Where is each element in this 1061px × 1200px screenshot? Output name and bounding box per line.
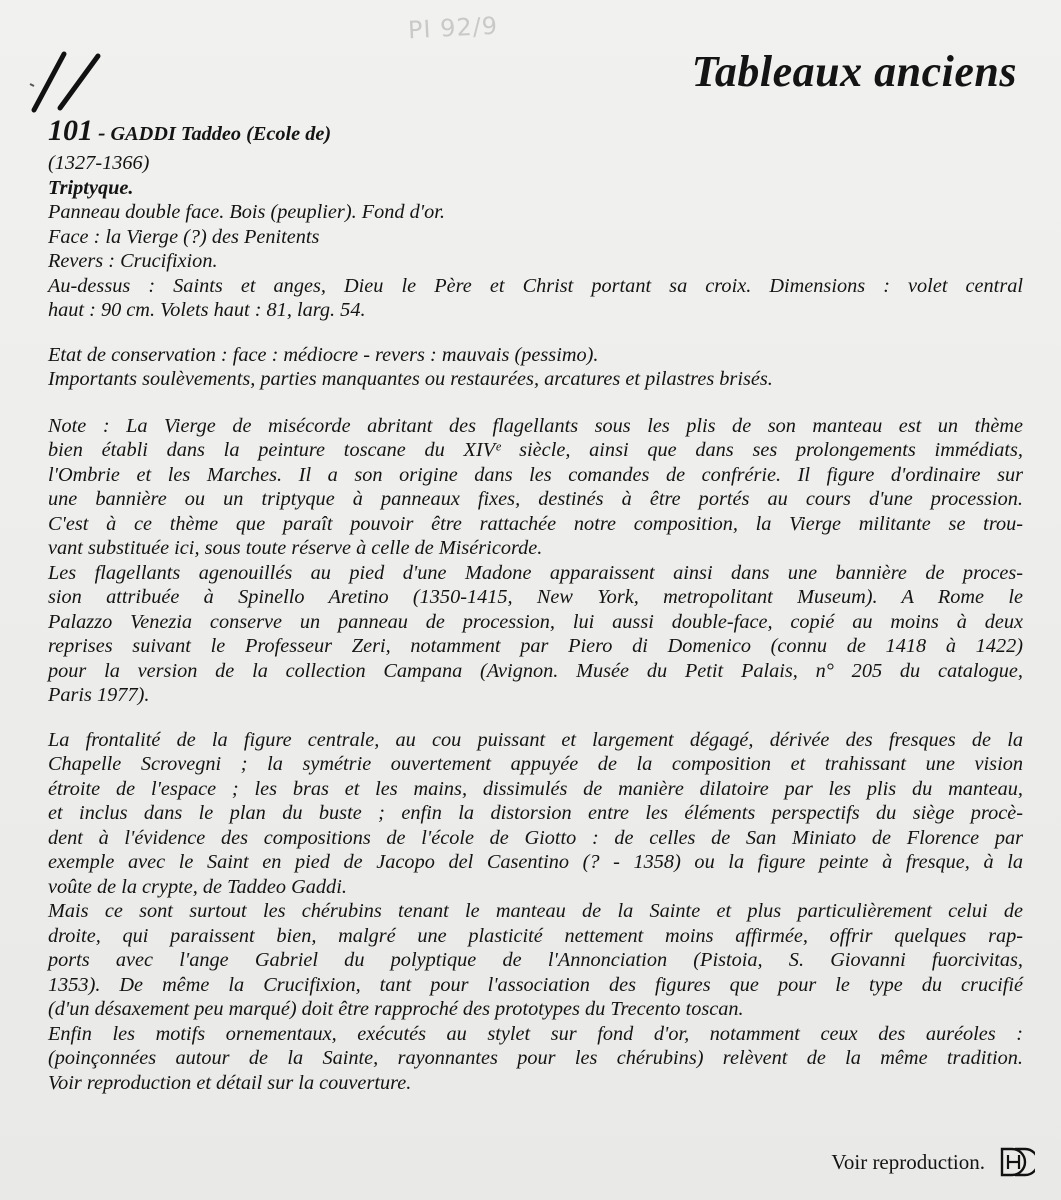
reproduction-icon: [999, 1145, 1035, 1179]
analysis-line: 1353). De même la Crucifixion, tant pour l'association des figures que pour le type du crucifié: [48, 973, 1023, 996]
analysis-line: (poinçonnées autour de la Sainte, rayonnantes pour les chérubins) relèvent de la même tradition.: [48, 1047, 1023, 1069]
condition-line: Importants soulèvements, parties manquantes ou restaurées, arcatures et pilastres brisés.: [48, 368, 773, 390]
lot-number: 101: [48, 114, 93, 147]
analysis-line: La frontalité de la figure centrale, au cou puissant et largement dégagé, dérivée des fresques de la: [48, 728, 1023, 751]
description-line: Panneau double face. Bois (peuplier). Fond d'or.: [48, 201, 445, 223]
analysis-paragraph: [48, 728, 1023, 1096]
handwritten-reference: PI 92/9: [407, 11, 499, 45]
description-line: Face : la Vierge (?) des Penitents: [48, 225, 320, 248]
lot-artist: GADDI Taddeo (Ecole de): [110, 123, 332, 145]
description-line: haut : 90 cm. Volets haut : 81, larg. 54.: [48, 299, 366, 321]
lot-separator: -: [98, 120, 106, 145]
description-line: Revers : Crucifixion.: [48, 250, 218, 272]
see-reproduction-label: Voir reproduction.: [831, 1149, 985, 1174]
analysis-line: Voir reproduction et détail sur la couverture.: [48, 1071, 412, 1094]
analysis-line: Chapelle Scrovegni ; la symétrie ouvertement appuyée de la composition et trahissant une vision: [48, 753, 1023, 775]
note-line: bien établi dans la peinture toscane du XIVᵉ siècle, ainsi que dans ses prolongements immédiats,: [48, 439, 1023, 461]
analysis-line: (d'un désaxement peu marqué) doit être rapproché des prototypes du Trecento toscan.: [48, 998, 744, 1020]
analysis-line: et inclus dans le plan du buste ; enfin la distorsion entre les éléments perspectifs du siège procè-: [48, 802, 1023, 824]
page-title: Tableaux anciens: [691, 47, 1017, 96]
footer: [831, 1145, 1035, 1179]
note-line: l'Ombrie et les Marches. Il a son origine dans les comandes de confrérie. Il figure d'ordinaire sur: [48, 463, 1023, 486]
condition-line: Etat de conservation : face : médiocre - revers : mauvais (pessimo).: [48, 343, 599, 366]
note-line: vant substituée ici, sous toute réserve à celle de Miséricorde.: [48, 537, 543, 559]
lot-subject: Triptyque.: [48, 176, 134, 199]
handwritten-slash-marks: [28, 50, 108, 114]
lot-header: [48, 114, 1023, 151]
description-line: Au-dessus : Saints et anges, Dieu le Père et Christ portant sa croix. Dimensions : volet central: [48, 274, 1023, 297]
note-line: sion attribuée à Spinello Aretino (1350-1415, New York, metropolitant Museum). A Rome le: [48, 586, 1023, 608]
analysis-line: exemple avec le Saint en pied de Jacopo del Casentino (? - 1358) ou la figure peinte à fresque, à la: [48, 851, 1023, 873]
note-line: reprises suivant le Professeur Zeri, notamment par Piero di Domenico (connu de 1418 à 1422): [48, 635, 1023, 657]
note-line: une bannière ou un triptyque à panneaux fixes, destinés à être portés au cours d'une procession.: [48, 488, 1023, 510]
note-paragraph: [48, 414, 1023, 708]
analysis-line: voûte de la crypte, de Taddeo Gaddi.: [48, 875, 347, 898]
note-line: Palazzo Venezia conserve un panneau de procession, lui aussi double-face, copié au moins à deux: [48, 610, 1023, 633]
note-line: Paris 1977).: [48, 684, 150, 706]
analysis-line: dent à l'évidence des compositions de l'école de Giotto : de celles de San Miniato de Florence par: [48, 826, 1023, 849]
analysis-line: droite, qui paraissent bien, malgré une plasticité nettement moins affirmée, offrir quelques rap-: [48, 924, 1023, 947]
note-line: Les flagellants agenouillés au pied d'une Madone apparaissent ainsi dans une bannière de proces-: [48, 561, 1023, 584]
analysis-line: ports avec l'ange Gabriel du polyptique de l'Annonciation (Pistoia, S. Giovanni fuorcivitas,: [48, 949, 1023, 971]
lot-entry: [48, 114, 1023, 1095]
analysis-line: Enfin les motifs ornementaux, exécutés au stylet sur fond d'or, notamment ceux des auréoles :: [48, 1022, 1023, 1045]
note-line: C'est à ce thème que paraît pouvoir être rattachée notre composition, la Vierge militante se trou-: [48, 512, 1023, 535]
lot-dates: (1327-1366): [48, 152, 150, 174]
analysis-line: étroite de l'espace ; les bras et les mains, dissimulés de manière dilatoire par les plis du manteau,: [48, 777, 1023, 800]
note-line: Note : La Vierge de misécorde abritant des flagellants sous les plis de son manteau est un thème: [48, 414, 1023, 437]
analysis-line: Mais ce sont surtout les chérubins tenant le manteau de la Sainte et plus particulièrement celui de: [48, 900, 1023, 922]
note-line: pour la version de la collection Campana (Avignon. Musée du Petit Palais, n° 205 du catalogue,: [48, 659, 1023, 682]
